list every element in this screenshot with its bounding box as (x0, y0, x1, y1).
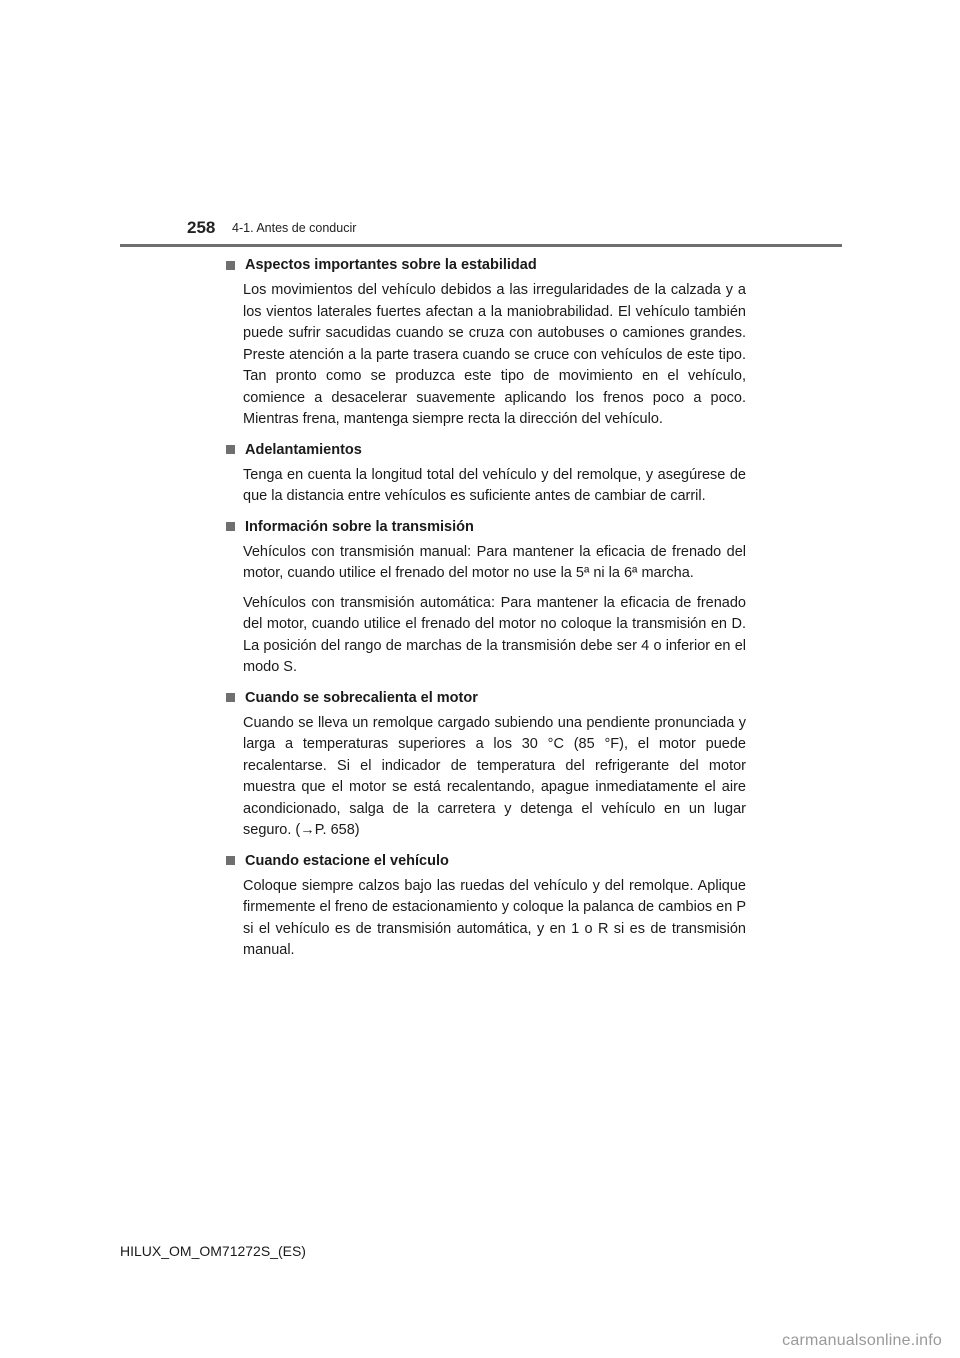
section-block (224, 516, 746, 679)
square-bullet-icon (226, 856, 235, 865)
section-heading (224, 516, 746, 538)
section-block (224, 687, 746, 842)
section-heading-text: Información sobre la transmisión (245, 518, 474, 535)
section-heading (224, 254, 746, 276)
header-rule (120, 244, 842, 247)
section-block (224, 439, 746, 508)
section-label: 4-1. Antes de conducir (232, 221, 357, 235)
section-heading (224, 439, 746, 461)
square-bullet-icon (226, 261, 235, 270)
paragraph: Tenga en cuenta la longitud total del vehículo y del remolque, y asegúrese de que la distancia entre vehículos es suficiente antes de cambiar de carril. (243, 466, 746, 504)
square-bullet-icon (226, 693, 235, 702)
paragraph: Coloque siempre calzos bajo las ruedas del vehículo y del remolque. Aplique firmemente el freno de estacionamiento y coloque la palanca de cambios en P si el vehículo es de transmisión automática, y en 1 o R si es de transmisión manual. (243, 877, 746, 958)
section-heading (224, 850, 746, 872)
content (224, 254, 746, 970)
paragraph: Vehículos con transmisión manual: Para mantener la eficacia de frenado del motor, cuando utilice el frenado del motor no use la 5ª ni la 6ª marcha. (243, 543, 746, 581)
section-heading-text: Aspectos importantes sobre la estabilidad (245, 257, 537, 273)
section-block (224, 254, 746, 431)
section-heading-text: Adelantamientos (245, 441, 362, 458)
square-bullet-icon (226, 445, 235, 454)
footer-doc-id: HILUX_OM_OM71272S_(ES) (120, 1243, 306, 1259)
watermark: carmanualsonline.info (782, 1332, 942, 1349)
paragraph: Vehículos con transmisión automática: Para mantener la eficacia de frenado del motor, cuando utilice el frenado del motor no coloque la transmisión en D. La posición del rango de marchas de la transmisión debe ser 4 o inferior en el modo S. (243, 594, 746, 675)
paragraph: Los movimientos del vehículo debidos a las irregularidades de la calzada y a los vientos laterales fuertes afectan a la maniobrabilidad. El vehículo también puede sufrir sacudidas cuando se cruza con autobuses o camiones grandes. Preste atención a la parte trasera cuando se cruce con vehículos de este tipo. Tan pronto como se produzca este tipo de movimiento en el vehículo, comience a desacelerar suavemente aplicando los frenos poco a poco. Mientras frena, mantenga siempre recta la dirección del vehículo. (243, 282, 746, 427)
paragraph: Cuando se lleva un remolque cargado subiendo una pendiente pronunciada y larga a temperaturas superiores a los 30 °C (85 °F), el motor puede recalentarse. Si el indicador de temperatura del refrigerante del motor muestra que el motor se está recalentando, apague inmediatamente el aire acondicionado, salga de la carretera y detenga el vehículo en un lugar seguro. (→P. 658) (243, 714, 746, 838)
section-block (224, 850, 746, 962)
section-heading-text: Cuando estacione el vehículo (245, 852, 449, 869)
page-number: 258 (187, 218, 216, 237)
square-bullet-icon (226, 522, 235, 531)
section-heading (224, 687, 746, 709)
section-heading-text: Cuando se sobrecalienta el motor (245, 689, 478, 706)
